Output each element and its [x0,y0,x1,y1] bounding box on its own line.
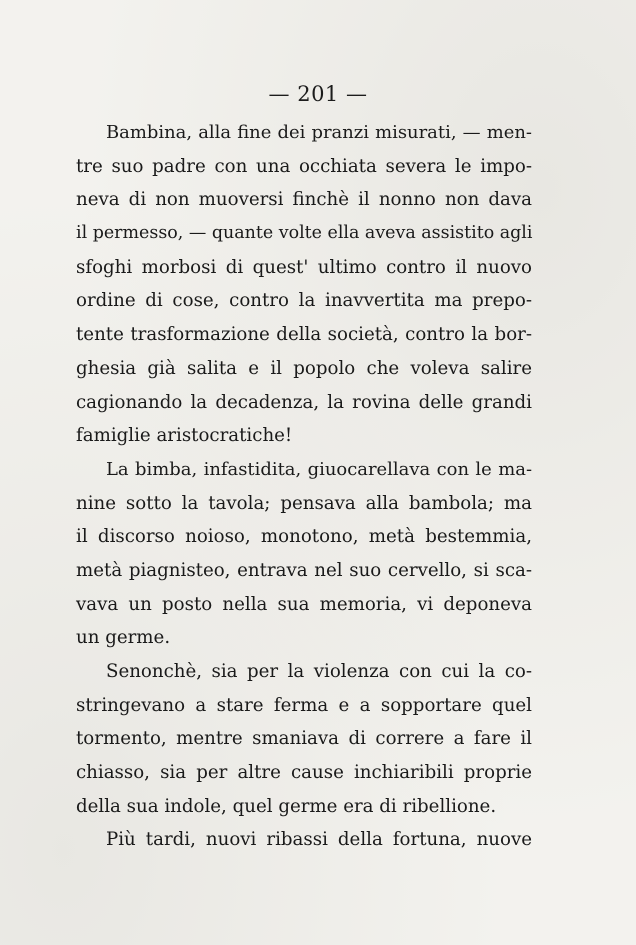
body-text [76,116,532,857]
text-line: stringevano a stare ferma e a sopportare quel [76,694,532,716]
text-line: metà piagnisteo, entrava nel suo cervello, si sca- [76,559,532,581]
text-line: La bimba, infastidita, giuocarellava con le ma- [106,458,532,480]
text-line: tente trasformazione della società, contro la bor- [76,324,532,346]
text-line: tormento, mentre smaniava di correre a fare il [76,728,532,750]
text-line: sfoghi morbosi di quest' ultimo contro il nuovo [76,256,532,278]
text-line: Bambina, alla fine dei pranzi misurati, — men- [106,122,532,143]
text-line: ordine di cose, contro la inavvertita ma prepo- [76,290,532,312]
text-line: della sua indole, quel germe era di ribellione. [76,795,497,817]
text-line: ghesia già salita e il popolo che voleva salire [76,357,532,379]
text-line: il permesso, — quante volte ella aveva assistito agli [76,223,533,244]
paragraph [76,116,532,453]
text-line: un germe. [76,627,171,649]
paragraph [76,453,532,655]
text-line: nine sotto la tavola; pensava alla bambola; ma [76,492,532,514]
text-line: vava un posto nella sua memoria, vi deponeva [76,593,532,615]
text-line: Senonchè, sia per la violenza con cui la co- [106,661,532,682]
text-line: famiglie aristocratiche! [76,425,293,447]
text-line: chiasso, sia per altre cause inchiaribili proprie [76,762,532,784]
paragraph [76,655,532,823]
text-line: il discorso noioso, monotono, metà bestemmia, [76,526,532,548]
text-line: cagionando la decadenza, la rovina delle grandi [76,391,532,413]
text-line: neva di non muoversi finchè il nonno non dava [76,189,532,211]
paragraph [76,823,532,857]
text-line: tre suo padre con una occhiata severa le impo- [76,155,532,177]
page-number: — 201 — [268,82,368,106]
text-line: Più tardi, nuovi ribassi della fortuna, nuove [106,829,532,851]
